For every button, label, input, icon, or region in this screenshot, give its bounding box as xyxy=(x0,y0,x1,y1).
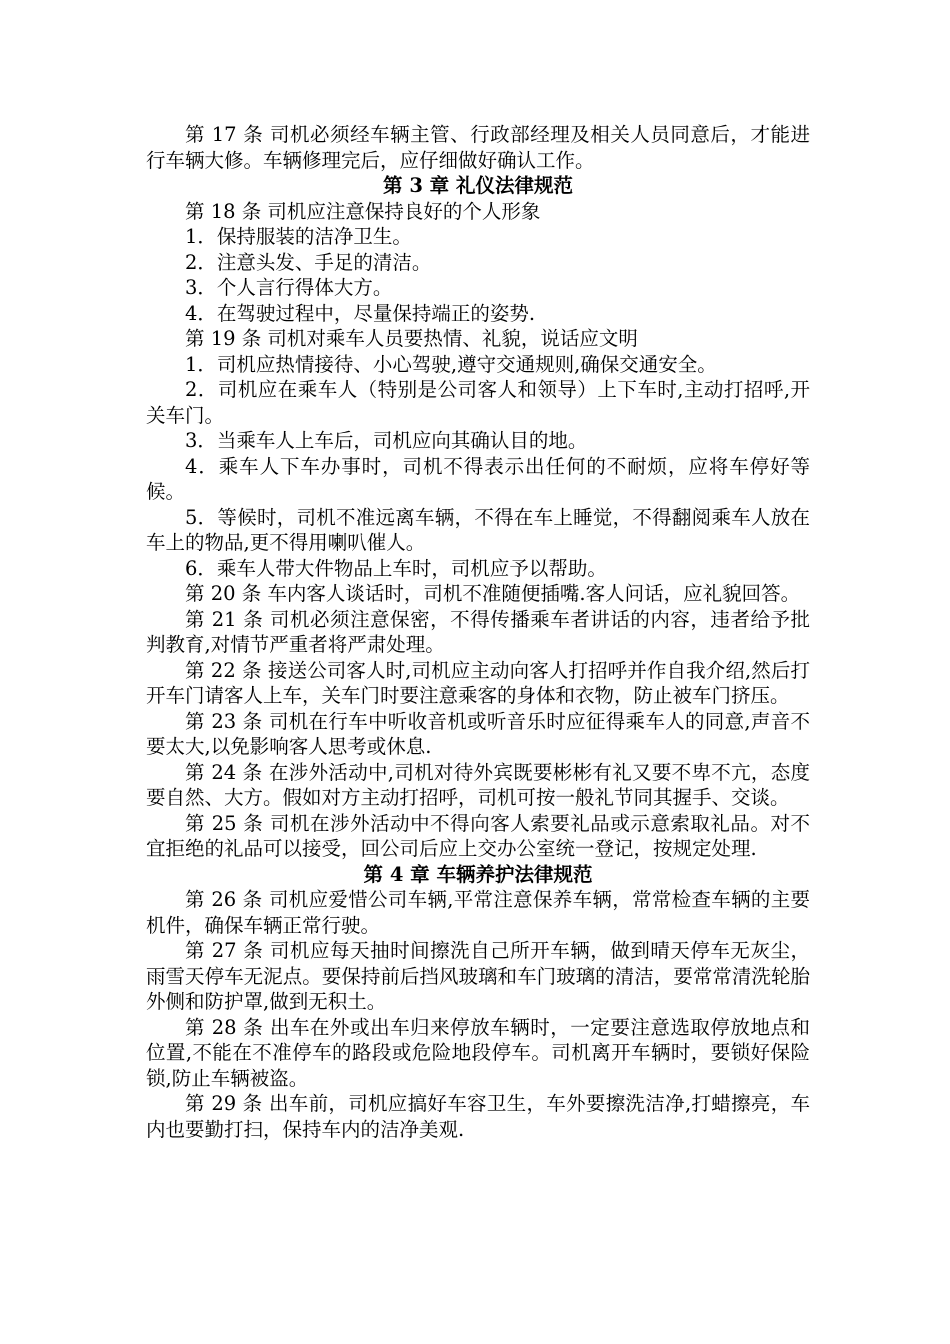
document-page xyxy=(146,122,810,1142)
article-26: 第 26 条 司机应爱惜公司车辆,平常注意保养车辆，常常检查车辆的主要机件，确保车辆正常行驶。 xyxy=(146,888,810,937)
article-18-item-1: 1．保持服装的洁净卫生。 xyxy=(185,225,412,248)
article-18-item-4: 4．在驾驶过程中，尽量保持端正的姿势. xyxy=(185,301,536,325)
article-17: 第 17 条 司机必须经车辆主管、行政部经理及相关人员同意后，才能进行车辆大修。车辆修理完后，应仔细做好确认工作。 xyxy=(146,123,810,172)
article-19-item-1: 1．司机应热情接待、小心驾驶,遵守交通规则,确保交通安全。 xyxy=(185,352,717,376)
article-28: 第 28 条 出车在外或出车归来停放车辆时，一定要注意选取停放地点和位置,不能在不准停车的路段或危险地段停车。司机离开车辆时，要锁好保险锁,防止车辆被盗。 xyxy=(146,1015,810,1090)
article-19-item-2: 2．司机应在乘车人（特别是公司客人和领导）上下车时,主动打招呼,开关车门。 xyxy=(146,378,810,427)
article-18: 第 18 条 司机应注意保持良好的个人形象 xyxy=(185,199,541,223)
article-20: 第 20 条 车内客人谈话时，司机不准随便插嘴.客人问话，应礼貌回答。 xyxy=(185,582,801,605)
chapter-4-heading: 第 4 章 车辆养护法律规范 xyxy=(363,862,593,886)
article-22: 第 22 条 接送公司客人时,司机应主动向客人打招呼并作自我介绍,然后打开车门请客人上车，关车门时要注意乘客的身体和衣物，防止被车门挤压。 xyxy=(146,658,810,707)
article-19-item-4: 4．乘车人下车办事时，司机不得表示出任何的不耐烦，应将车停好等候。 xyxy=(146,454,810,503)
article-24: 第 24 条 在涉外活动中,司机对待外宾既要彬彬有礼又要不卑不亢，态度要自然、大方。假如对方主动打招呼，司机可按一般礼节同其握手、交谈。 xyxy=(146,760,810,809)
article-18-item-2: 2．注意头发、手足的清洁。 xyxy=(185,250,432,274)
article-23: 第 23 条 司机在行车中听收音机或听音乐时应征得乘车人的同意,声音不要太大,以免影响客人思考或休息. xyxy=(146,709,810,758)
article-29: 第 29 条 出车前，司机应搞好车容卫生，车外要擦洗洁净,打蜡擦亮，车内也要勤打扫，保持车内的洁净美观. xyxy=(146,1092,810,1141)
article-18-item-3: 3．个人言行得体大方。 xyxy=(185,276,393,299)
article-19: 第 19 条 司机对乘车人员要热情、礼貌，说话应文明 xyxy=(185,327,638,350)
article-19-item-6: 6．乘车人带大件物品上车时，司机应予以帮助。 xyxy=(185,556,607,580)
article-27: 第 27 条 司机应每天抽时间擦洗自己所开车辆，做到晴天停车无灰尘，雨雪天停车无泥点。要保持前后挡风玻璃和车门玻璃的清洁，要常常清洗轮胎外侧和防护罩,做到无积土。 xyxy=(146,939,810,1013)
article-21: 第 21 条 司机必须注意保密，不得传播乘车者讲话的内容，违者给予批判教育,对情节严重者将严肃处理。 xyxy=(146,607,810,656)
article-19-item-3: 3．当乘车人上车后，司机应向其确认目的地。 xyxy=(185,429,588,452)
article-19-item-5: 5．等候时，司机不准远离车辆，不得在车上睡觉，不得翻阅乘车人放在车上的物品,更不得用喇叭催人。 xyxy=(146,505,810,554)
chapter-3-heading: 第 3 章 礼仪法律规范 xyxy=(383,174,573,197)
article-25: 第 25 条 司机在涉外活动中不得向客人索要礼品或示意索取礼品。对不宜拒绝的礼品可以接受，回公司后应上交办公室统一登记，按规定处理. xyxy=(146,811,810,860)
